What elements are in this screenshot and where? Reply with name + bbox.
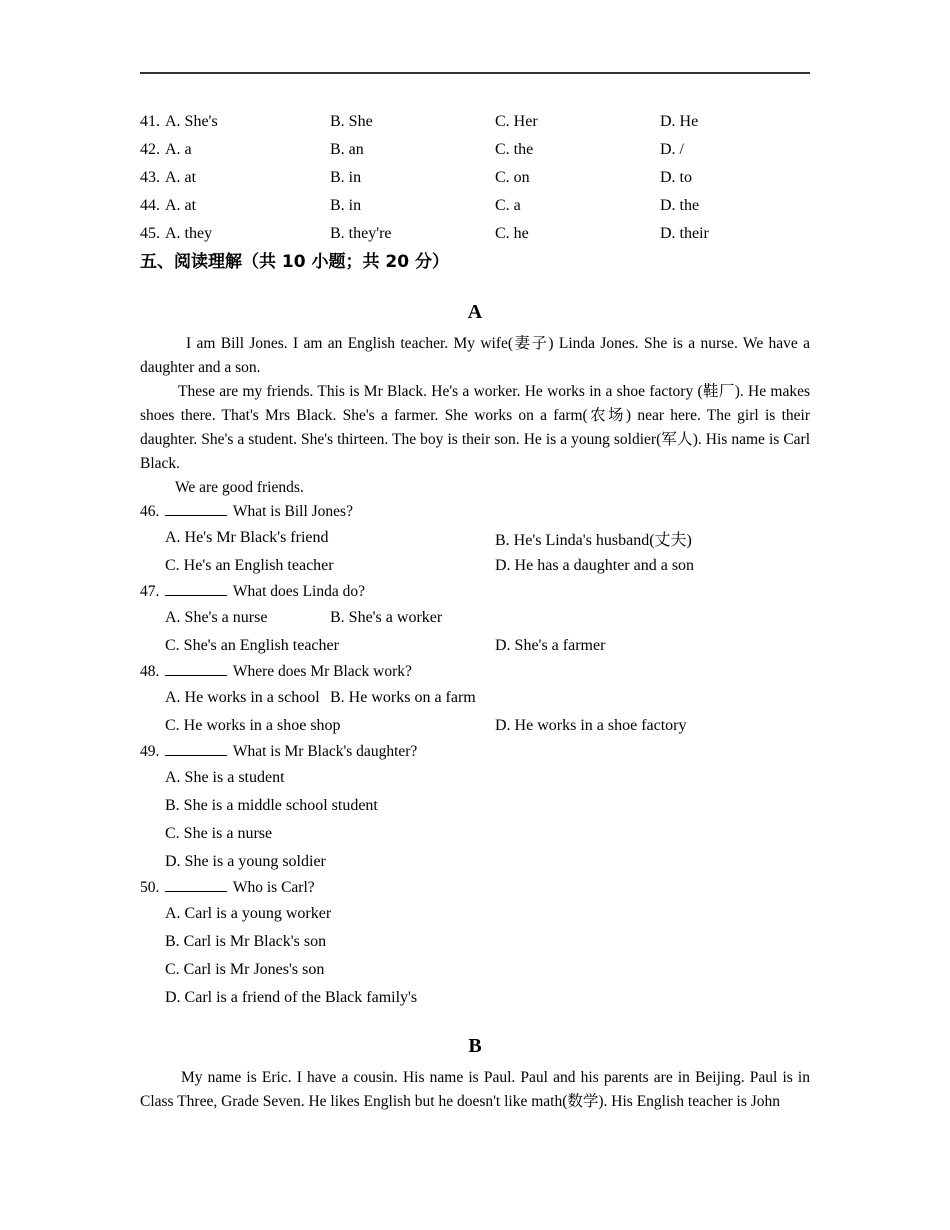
option-c: C. he xyxy=(495,225,529,242)
answer-blank xyxy=(165,501,227,516)
question-text: What is Mr Black's daughter? xyxy=(232,743,418,760)
answer-row xyxy=(140,984,810,1012)
question-48 xyxy=(140,660,810,684)
option-c: C. She is a nurse xyxy=(165,825,273,842)
answer-row xyxy=(140,764,810,792)
answer-row xyxy=(140,524,810,552)
answer-row xyxy=(140,604,810,632)
option-row-44 xyxy=(140,192,810,220)
question-46 xyxy=(140,500,810,524)
question-number: 45. xyxy=(140,225,160,242)
passage-a-paragraph-2: These are my friends. This is Mr Black. He's a worker. He works in a shoe factory (鞋厂). He makes shoes there. That's Mrs Black. She's a farmer. She works on a farm(农场) near here. The girl is their daughter. She's a student. She's thirteen. The boy is their son. He is a young soldier(军人). His name is Carl Black. xyxy=(140,383,810,472)
option-row-42 xyxy=(140,136,810,164)
option-d: D. She is a young soldier xyxy=(165,853,326,870)
answer-blank xyxy=(165,877,227,892)
option-a: A. Carl is a young worker xyxy=(165,905,332,922)
option-b: B. an xyxy=(330,141,364,158)
question-text: What does Linda do? xyxy=(232,583,365,600)
answer-blank xyxy=(165,581,227,596)
option-a: A. at xyxy=(165,197,197,214)
question-number: 48. xyxy=(140,663,160,680)
option-row-43 xyxy=(140,164,810,192)
passage-a-paragraph-3: We are good friends. xyxy=(175,479,304,496)
answer-row xyxy=(140,820,810,848)
option-c: C. Her xyxy=(495,113,538,130)
question-number: 50. xyxy=(140,879,160,896)
option-d: D. She's a farmer xyxy=(495,637,606,654)
option-b: B. She xyxy=(330,113,373,130)
question-49 xyxy=(140,740,810,764)
options-block-41-45 xyxy=(140,108,810,248)
question-text: Where does Mr Black work? xyxy=(232,663,412,680)
option-c: C. Carl is Mr Jones's son xyxy=(165,961,325,978)
question-number: 42. xyxy=(140,141,160,158)
option-a: A. She's a nurse xyxy=(165,609,268,626)
answer-blank xyxy=(165,661,227,676)
option-d: D. to xyxy=(660,169,692,186)
option-a: A. they xyxy=(165,225,213,242)
option-a: A. She's xyxy=(165,113,218,130)
option-a: A. a xyxy=(165,141,192,158)
option-d: D. He xyxy=(660,113,699,130)
header-rule xyxy=(140,72,810,74)
option-b: B. they're xyxy=(330,225,392,242)
option-d: D. He works in a shoe factory xyxy=(495,717,687,734)
question-number: 47. xyxy=(140,583,160,600)
answer-row xyxy=(140,848,810,876)
option-c: C. the xyxy=(495,141,534,158)
option-d: D. / xyxy=(660,141,684,158)
passage-b-title: B xyxy=(468,1035,482,1057)
passage-a-title: A xyxy=(467,301,483,323)
answer-row xyxy=(140,684,810,712)
option-b: B. in xyxy=(330,169,362,186)
question-text: Who is Carl? xyxy=(232,879,315,896)
question-number: 49. xyxy=(140,743,160,760)
section-heading-reading: 五、阅读理解（共 10 小题；共 20 分） xyxy=(140,252,449,272)
question-number: 44. xyxy=(140,197,160,214)
question-number: 46. xyxy=(140,503,160,520)
answer-row xyxy=(140,900,810,928)
answer-row xyxy=(140,928,810,956)
option-b: B. in xyxy=(330,197,362,214)
answer-row xyxy=(140,792,810,820)
question-number: 43. xyxy=(140,169,160,186)
option-b: B. She is a middle school student xyxy=(165,797,378,814)
option-b: B. Carl is Mr Black's son xyxy=(165,933,327,950)
option-b: B. He's Linda's husband(丈夫) xyxy=(495,531,692,549)
passage-a-paragraph-1: I am Bill Jones. I am an English teacher. My wife(妻子) Linda Jones. She is a nurse. We have a daughter and a son. xyxy=(140,335,810,376)
option-c: C. She's an English teacher xyxy=(165,637,339,654)
option-row-45 xyxy=(140,220,810,248)
answer-row xyxy=(140,552,810,580)
option-a: A. at xyxy=(165,169,197,186)
question-47 xyxy=(140,580,810,604)
answer-blank xyxy=(165,741,227,756)
exam-page xyxy=(140,108,810,1114)
question-text: What is Bill Jones? xyxy=(232,503,353,520)
passage-b-paragraph-1: My name is Eric. I have a cousin. His name is Paul. Paul and his parents are in Beijing. Paul is in Class Three, Grade Seven. He likes English but he doesn't like math(数学). His English teacher is John xyxy=(140,1069,810,1110)
option-a: A. She is a student xyxy=(165,769,285,786)
question-50 xyxy=(140,876,810,900)
answer-row xyxy=(140,956,810,984)
option-c: C. He works in a shoe shop xyxy=(165,717,341,734)
option-d: D. He has a daughter and a son xyxy=(495,557,695,574)
option-row-41 xyxy=(140,108,810,136)
answer-row xyxy=(140,632,810,660)
option-a: A. He works in a school xyxy=(165,689,320,706)
option-d: D. their xyxy=(660,225,709,242)
option-b: B. She's a worker xyxy=(330,609,443,626)
option-c: C. a xyxy=(495,197,521,214)
question-number: 41. xyxy=(140,113,160,130)
option-c: C. on xyxy=(495,169,530,186)
option-c: C. He's an English teacher xyxy=(165,557,334,574)
option-b: B. He works on a farm xyxy=(330,689,476,706)
option-d: D. Carl is a friend of the Black family's xyxy=(165,989,418,1006)
answer-row xyxy=(140,712,810,740)
option-a: A. He's Mr Black's friend xyxy=(165,529,329,546)
option-d: D. the xyxy=(660,197,700,214)
